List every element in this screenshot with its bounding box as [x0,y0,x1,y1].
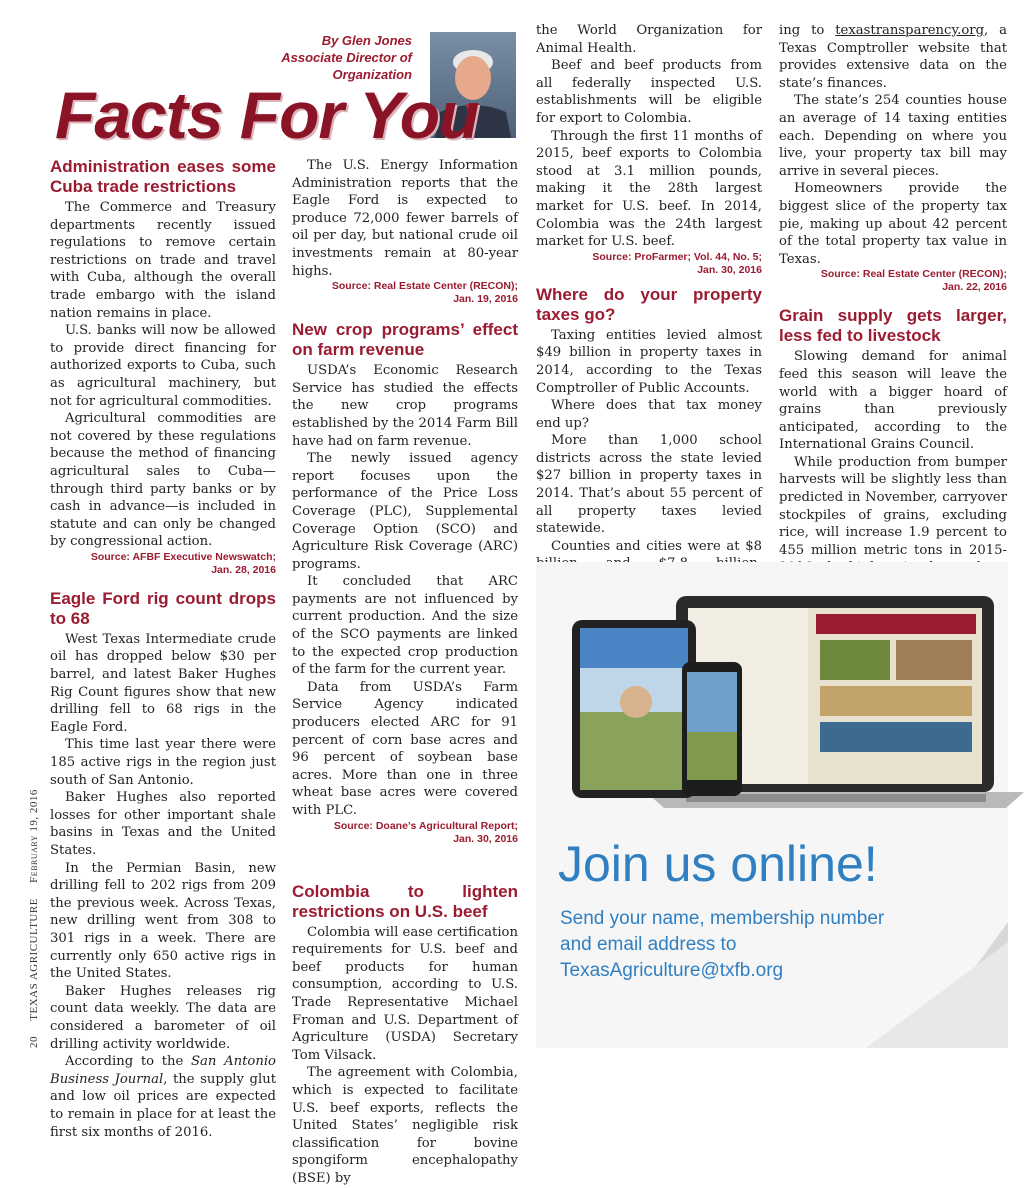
eagle-ford-paragraph: This time last year there were 185 active rigs in the region just south of San Antonio. [50,737,276,788]
colombia-paragraph: Through the first 11 months of 2015, beef exports to Colombia stood at 3.1 million pounds, making it the 28th largest market for U.S. beef. In 2014, Colombia was the 24th largest market for U.S. beef. [536,128,762,250]
tax-continued: ing to texastransparency.org, a Texas Comptroller website that provides extensive data on the state’s finances. [779,23,1007,91]
colombia-continued: the World Organization for Animal Health. [536,23,762,56]
ad-line-2: and email address to [560,934,737,955]
cuba-headline: Administration eases some Cuba trade restrictions [50,157,276,196]
eagle-ford-paragraph: According to the San Antonio Business Journal, the supply glut and low oil prices are expected to remain in place for at least the first six months of 2016. [50,1054,276,1140]
crop-programs-headline: New crop programs’ effect on farm revenue [292,320,518,360]
grain-paragraph: Slowing demand for animal feed this season will leave the world with a bigger hoard of grains than previously anticipated, according to the International Grains Council. [779,349,1007,453]
issue-date: February 19, 2016 [28,789,40,883]
ad-headline: Join us online! [558,836,878,892]
colombia-paragraph: Beef and beef products from all federally inspected U.S. establishments will be eligible for export to Colombia. [536,58,762,126]
byline [200,32,412,83]
property-taxes-headline: Where do your property taxes go? [536,284,762,324]
author-name: By Glen Jones [321,33,412,48]
tax-paragraph: The state’s 254 counties house an average of 14 taxing entities each. Depending on where you live, your property tax bill may arrive in several pieces. [779,93,1007,179]
publication-name: TEXAS AGRICULTURE [28,898,40,1021]
column-2 [292,157,518,1186]
eagle-ford-paragraph: In the Permian Basin, new drilling fell to 202 rigs from 209 the previous week. Across Texas, new drilling went from 308 to 301 rigs in a week. There are currently only 650 active rigs in the United States. [50,860,276,982]
colombia-source: Source: ProFarmer; Vol. 44, No. 5; Jan. 30, 2016 [592,250,762,276]
crop-paragraph: USDA’s Economic Research Service has studied the effects the new crop programs established by the 2014 Farm Bill have had on farm revenue. [292,363,518,449]
colombia-paragraph: Colombia will ease certification requirements for U.S. beef and beef products for human consumption, according to U.S. Trade Representative Michael Froman and U.S. Department of Agriculture (USDA) Secretary Tom Vilsack. [292,924,518,1063]
tax-source: Source: Real Estate Center (RECON); Jan. 22, 2016 [820,268,1007,294]
tax-paragraph: More than 1,000 school districts across the state levied $27 billion in property taxes in 2014. That’s about 55 percent of all property taxes levied statewide. [536,433,762,537]
column-4 [779,22,1007,621]
author-role: Associate Director of Organization [281,50,412,82]
eagle-ford-paragraph: Baker Hughes releases rig count data weekly. The data are considered a barometer of oil drilling activity worldwide. [50,983,276,1052]
masthead-title: Facts For You [55,78,479,152]
eagle-ford-paragraph: Baker Hughes also reported losses for other important shale basins in Texas and the United States. [50,790,276,858]
tax-paragraph: Homeowners provide the biggest slice of the property tax pie, making up about 42 percent of the total property tax value in Texas. [779,181,1007,267]
page-sidebar [28,789,40,1048]
cuba-paragraph: Agricultural commodities are not covered by these regulations because the method of financing agricultural sales to Cuba—through third party banks or by cash in advance—is included in statute and can only be changed by congressional action. [50,411,276,550]
ad-line-1: Send your name, membership number [560,908,885,929]
texastransparency-link[interactable]: texastransparency.org [835,23,985,38]
grain-paragraph: While production from bumper harvests will be slightly less than predicted in November, carryover stockpiles of grains, excluding rice, will increase 1.9 percent to 455 million metric tons in 2015- [779,454,1007,558]
eagle-ford-headline: Eagle Ford rig count drops to 68 [50,588,276,628]
eagle-ford-paragraph: West Texas Intermediate crude oil has dropped below $30 per barrel, and latest Baker Hughes Rig Count figures show that new drilling fell to 68 rigs in the Eagle Ford. [50,631,276,735]
cuba-source: Source: AFBF Executive Newswatch; Jan. 28, 2016 [90,550,276,576]
page-number: 20 [28,1036,40,1048]
column-1 [50,157,276,1141]
column-3 [536,22,762,608]
colombia-headline: Colombia to lighten restrictions on U.S. beef [292,881,518,921]
ad-email-link[interactable]: TexasAgriculture@txfb.org [560,960,784,981]
tax-paragraph: Taxing entities levied almost $49 billion in property taxes in 2014, according to the Texas Comptroller of Public Accounts. [536,327,762,396]
cuba-paragraph: The Commerce and Treasury departments recently issued regulations to remove certain restrictions on trade and travel with Cuba, although the overall trade embargo with the island nation remains in place. [50,200,276,321]
grain-headline: Grain supply gets larger, less fed to livestock [779,306,1007,346]
eia-source: Source: Real Estate Center (RECON); Jan. 19, 2016 [331,280,518,306]
crop-paragraph: It concluded that ARC payments are not influenced by current production. And the size of the SCO payments are linked to the expected crop production of the farm for the current year. [292,574,518,678]
tax-paragraph: Where does that tax money end up? [536,398,762,431]
crop-paragraph: The newly issued agency report focuses upon the performance of the Price Loss Coverage (PLC), Supplemental Coverage Option (SCO) and Agriculture Risk Coverage (ARC) programs. [292,451,518,572]
cuba-paragraph: U.S. banks will now be allowed to provide direct financing for authorized exports to Cuba, such as agricultural machinery, but not for agricultural commodities. [50,323,276,409]
crop-paragraph: Data from USDA’s Farm Service Agency indicated producers elected ARC for 91 percent of corn base acres and 96 percent of soybean base acres. More than one in three wheat base acres were covered with PLC. [292,679,518,818]
tax-paragraph: Counties and cities were at $8 [551,538,762,554]
crop-source: Source: Doane’s Agricultural Report; Jan. 30, 2016 [333,819,518,845]
colombia-paragraph: The agreement with Colombia, which is expected to facilitate U.S. beef exports, reflects the United States’ negligible risk classification for bovine spongiform encephalopathy (BSE) by [292,1065,518,1186]
join-online-ad[interactable] [536,562,1008,1048]
eia-paragraph: The U.S. Energy Information Administration reports that the Eagle Ford is expected to produce 72,000 fewer barrels of oil per day, but national crude oil investments remain at 80-year highs. [292,158,518,279]
